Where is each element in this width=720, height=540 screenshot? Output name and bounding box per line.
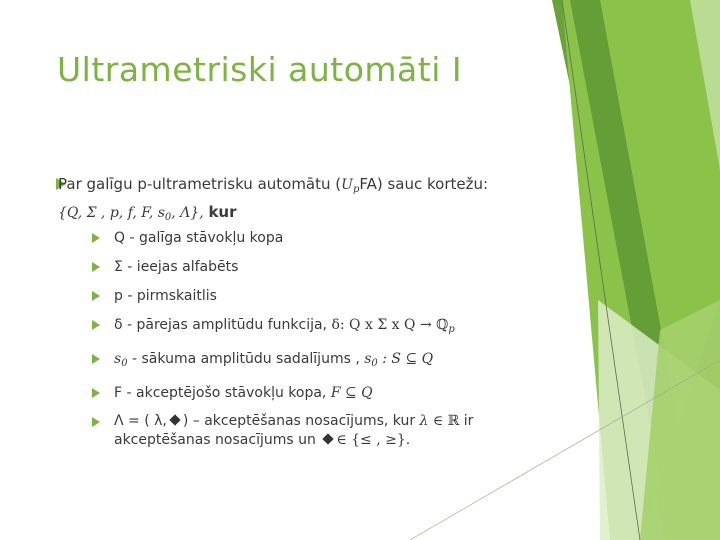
intro-line2 <box>58 201 548 229</box>
intro-math-sub: p <box>352 184 360 195</box>
item-math-sub: 0 <box>121 358 128 369</box>
item-math-s: s <box>114 351 122 367</box>
item-math-s2: s <box>359 351 372 367</box>
item-math: F ⊆ Q <box>326 385 373 401</box>
item-math: δ: Q x Σ x Q → ℚ <box>327 317 449 333</box>
item-math: : S ⊆ Q <box>377 351 434 367</box>
item-math-lambda: λ <box>415 413 429 429</box>
item-text: Q - galīga stāvokļu kopa <box>114 230 284 246</box>
bullet-icon <box>92 320 100 330</box>
item-text: Σ - ieejas alfabēts <box>114 259 239 275</box>
list-item-initial <box>92 349 532 374</box>
list-item-states <box>92 228 532 248</box>
intro-tuple-end: , Λ}, <box>171 205 204 221</box>
item-text: F - akceptējošo stāvokļu kopa, <box>114 385 327 401</box>
intro-line1 <box>58 175 488 193</box>
bullet-icon <box>92 233 100 243</box>
item-math-2: ∈ {≤ , ≥}. <box>336 432 411 448</box>
intro-math-u: U <box>341 177 353 193</box>
item-math-sub: p <box>448 324 455 335</box>
list-item-condition <box>92 412 532 450</box>
bullet-icon <box>92 417 100 427</box>
item-text: - sākuma amplitūdu sadalījums , <box>127 351 360 367</box>
intro-text-a: Par galīgu p-ultrametrisku automātu ( <box>58 175 342 193</box>
item-text: δ - pārejas amplitūdu funkcija, <box>114 317 328 333</box>
list-item-transition <box>92 315 532 340</box>
item-text: Λ = ( λ, <box>114 413 167 429</box>
item-text-3: ir <box>459 413 474 429</box>
intro-text-b: FA) sauc kortežu: <box>359 175 489 193</box>
bullet-icon <box>92 262 100 272</box>
item-line2: akceptēšanas nosacījums un <box>114 432 316 448</box>
slide-title: Ultrametriski automāti I <box>57 50 463 89</box>
item-text: p - pirmskaitlis <box>114 288 217 304</box>
diamond-symbol-icon <box>323 433 334 444</box>
bullet-icon <box>92 388 100 398</box>
list-item-accepting <box>92 383 532 403</box>
definition-list <box>92 228 532 459</box>
intro-paragraph <box>58 173 548 229</box>
item-text-2: ) – akceptēšanas nosacījums, kur <box>182 413 416 429</box>
bullet-icon <box>92 354 100 364</box>
intro-tuple-sub: 0 <box>164 212 172 223</box>
intro-tuple: {Q, Σ , p, f, F, s <box>58 205 165 221</box>
item-math-sub2: 0 <box>371 358 378 369</box>
list-item-alphabet <box>92 257 532 277</box>
bullet-icon <box>92 291 100 301</box>
list-item-prime <box>92 286 532 306</box>
item-math: ∈ ℝ <box>428 413 460 429</box>
diamond-symbol-icon <box>169 414 180 425</box>
intro-kur: kur <box>208 203 237 221</box>
